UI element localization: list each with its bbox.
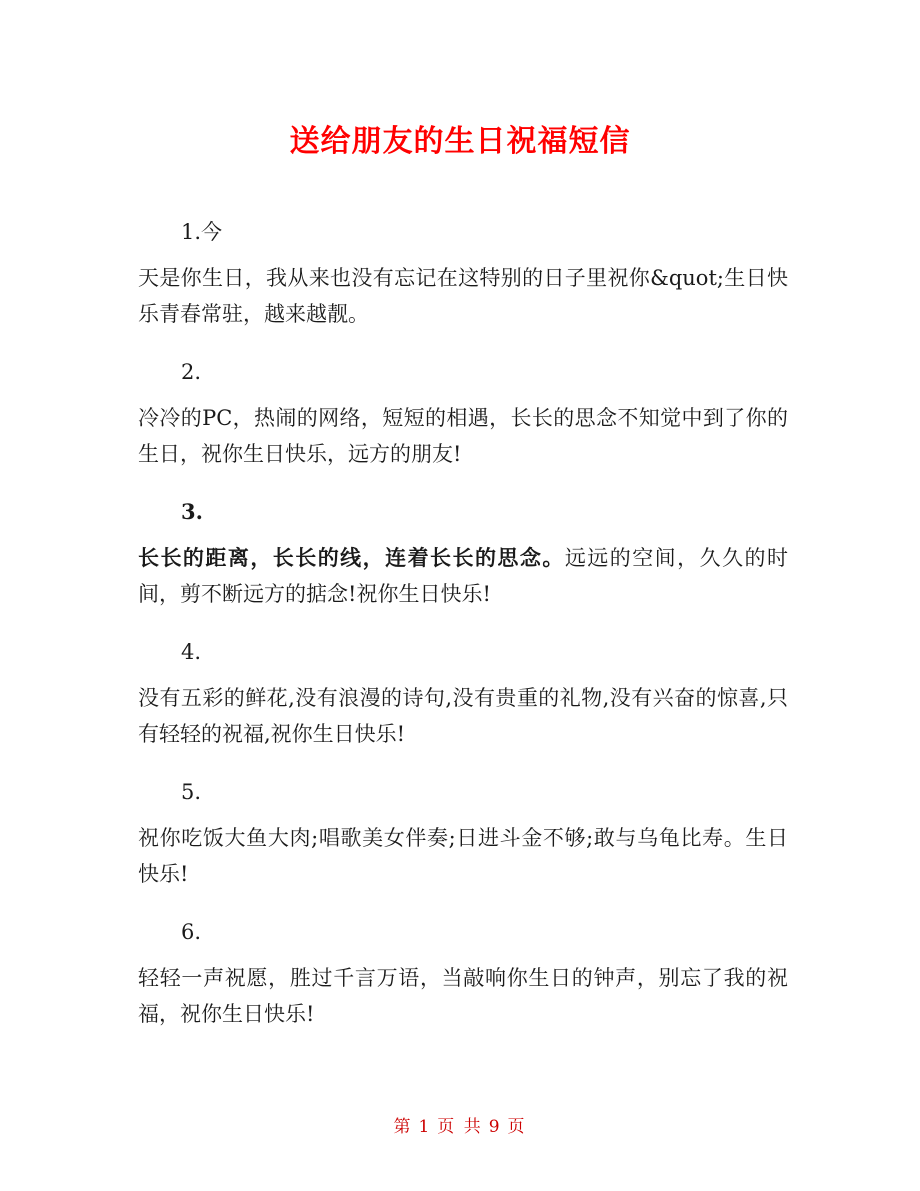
footer-page-number: 1 bbox=[418, 1117, 432, 1137]
entry-text-rest: 远远的空间，久久的时间，剪不断远方的掂念!祝你生日快乐! bbox=[138, 546, 789, 606]
footer-total-pages: 9 bbox=[488, 1117, 502, 1137]
footer-suffix: 页 bbox=[507, 1117, 527, 1137]
message-entry-1 bbox=[138, 214, 788, 332]
entry-number: 3. bbox=[181, 499, 203, 524]
entry-text: 天是你生日，我从来也没有忘记在这特别的日子里祝你&quot;生日快乐青春常驻，越来越靓。 bbox=[138, 266, 788, 326]
message-entry-6 bbox=[138, 914, 788, 1032]
entry-text: 冷冷的PC，热闹的网络，短短的相遇，长长的思念不知觉中到了你的生日，祝你生日快乐，远方的朋友! bbox=[138, 406, 788, 466]
entry-text: 祝你吃饭大鱼大肉;唱歌美女伴奏;日进斗金不够;敢与乌龟比寿。生日快乐! bbox=[138, 826, 788, 886]
entry-number: 1.今 bbox=[181, 220, 223, 244]
entry-number: 2. bbox=[181, 360, 202, 384]
message-entry-3 bbox=[138, 494, 788, 612]
page-title: 送给朋友的生日祝福短信 bbox=[289, 124, 631, 159]
entry-number: 5. bbox=[181, 780, 202, 804]
page-footer bbox=[0, 1112, 920, 1137]
entry-number: 4. bbox=[181, 640, 202, 664]
entry-text bbox=[138, 540, 788, 612]
message-entry-4 bbox=[138, 634, 788, 752]
message-entry-5 bbox=[138, 774, 788, 892]
entry-text-bold: 长长的距离，长长的线，连着长长的思念。 bbox=[138, 545, 565, 570]
footer-middle: 页 共 bbox=[437, 1117, 483, 1137]
entry-text: 轻轻一声祝愿，胜过千言万语，当敲响你生日的钟声，别忘了我的祝福，祝你生日快乐! bbox=[138, 966, 788, 1026]
message-entry-2 bbox=[138, 354, 788, 472]
entry-number: 6. bbox=[181, 920, 202, 944]
entry-text: 没有五彩的鲜花,没有浪漫的诗句,没有贵重的礼物,没有兴奋的惊喜,只有轻轻的祝福,祝你生日快乐! bbox=[138, 686, 788, 746]
footer-prefix: 第 bbox=[393, 1117, 413, 1137]
message-list bbox=[138, 214, 788, 1054]
